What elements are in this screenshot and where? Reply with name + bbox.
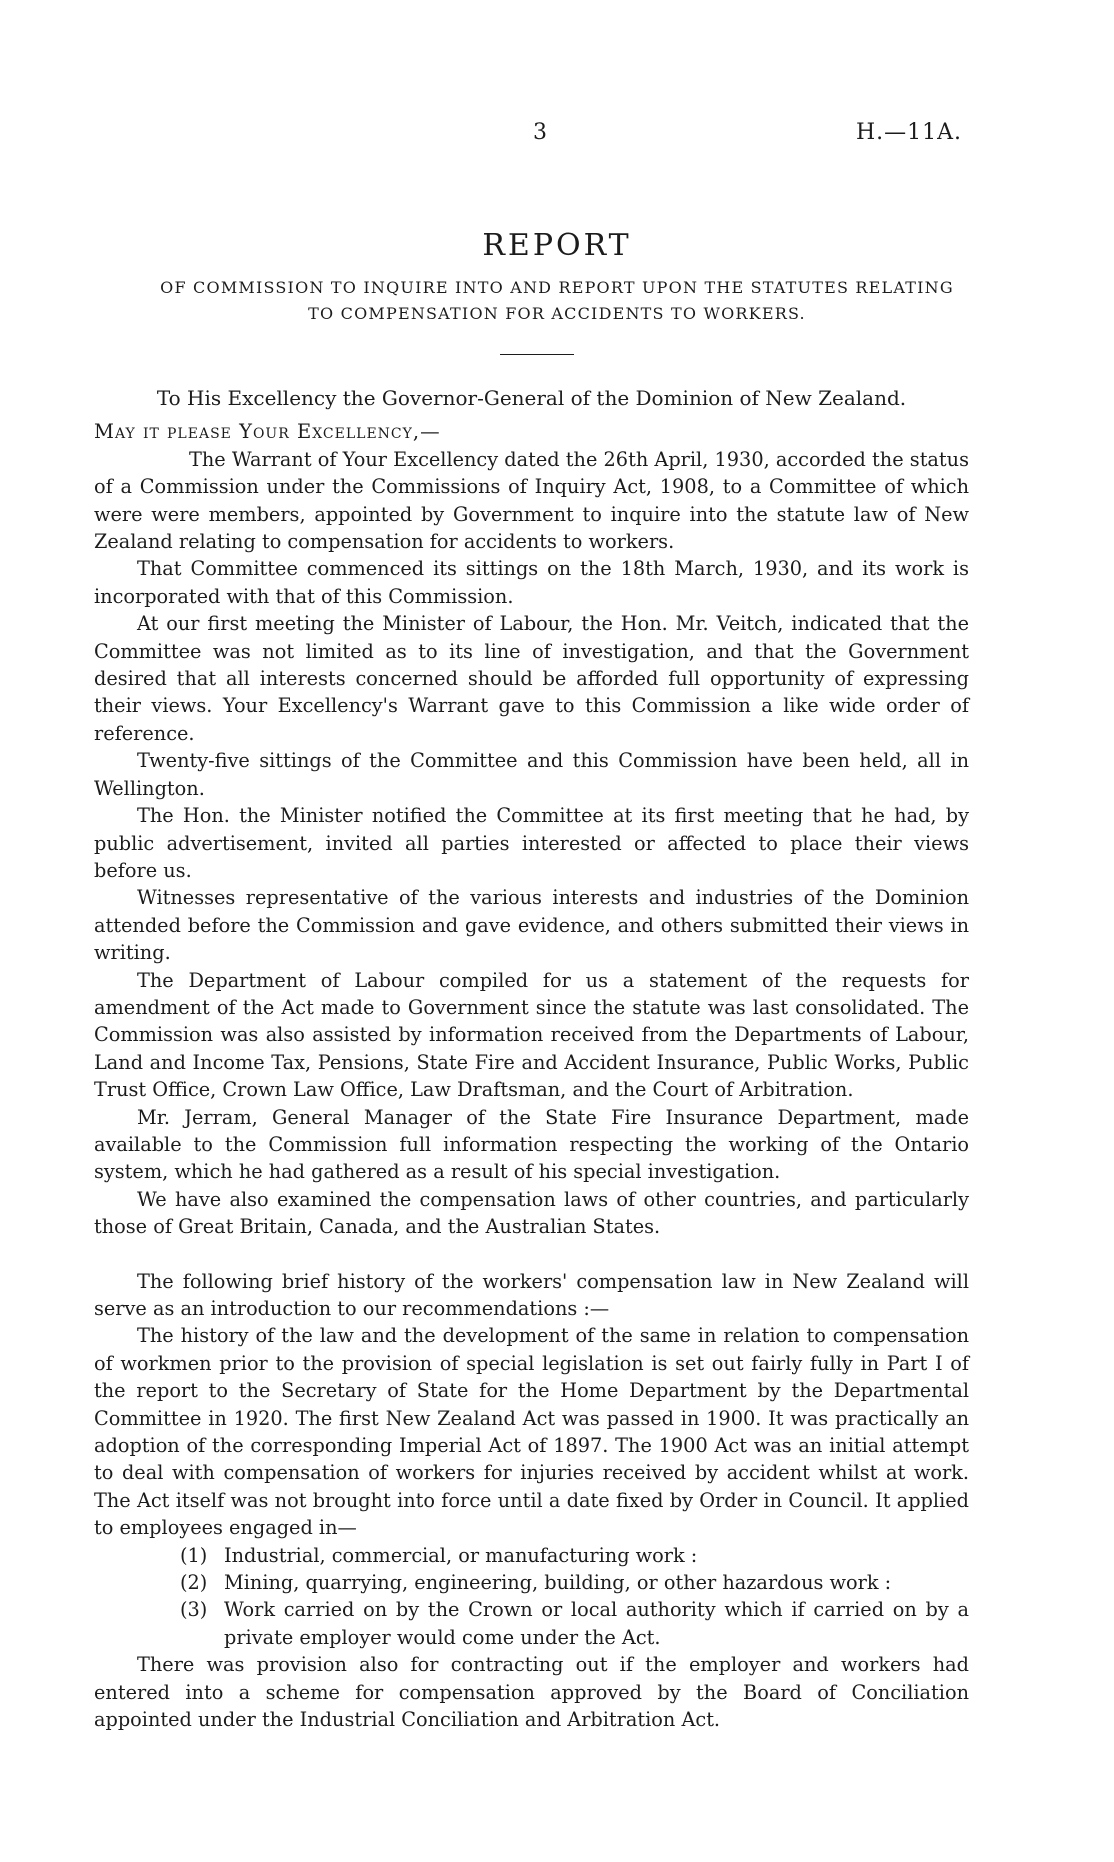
history-paragraph: The history of the law and the development of the same in relation to compensation of workmen prior to the provision of special legislation is set out fairly fully in Part I of the report to the Secretary of State for the Home Department by the Departmental Committee in 1920. The first New Zealand Act was passed in 1900. It was practically an adoption of the corresponding Imperial Act of 1897. The 1900 Act was an initial attempt to deal with compensation of workers for injuries received by accident whilst at work. The Act itself was not brought into force until a date fixed by Order in Council. It applied to employees engaged in— (94, 1324, 969, 1540)
closing-paragraph: There was provision also for contracting out if the employer and workers had entered into a scheme for compensation approved by the Board of Conciliation appointed under the Industrial Conciliation and Arbitration Act. (94, 1653, 969, 1732)
paragraph: That Committee commenced its sittings on the 18th March, 1930, and its work is incorporated with that of this Commission. (94, 557, 969, 608)
subtitle-line: TO COMPENSATION FOR ACCIDENTS TO WORKERS. (308, 304, 806, 323)
paragraph: The Warrant of Your Excellency dated the 26th April, 1930, accorded the status of a Commission under the Commissions of Inquiry Act, 1908, to a Committee of which were were members, appointed by Government to inquire into the statute law of New Zealand relating to compensation for accidents to workers. (94, 447, 969, 554)
history-paragraph: The following brief history of the workers' compensation law in New Zealand will serve as an introduction to our recommendations :— (94, 1269, 969, 1320)
paragraph: At our first meeting the Minister of Labour, the Hon. Mr. Veitch, indicated that the Committee was not limited as to its line of investigation, and that the Government desired that all interests concerned should be afforded full opportunity of expressing their views. Your Excellency's Warrant gave to this Commission a like wide order of reference. (94, 612, 969, 745)
report-body (94, 385, 969, 1734)
paragraph: The Department of Labour compiled for us a statement of the requests for amendment of the Act made to Government since the statute was last consolidated. The Commission was also assisted by information received from the Departments of Labour, Land and Income Tax, Pensions, State Fire and Accident Insurance, Public Works, Public Trust Office, Crown Law Office, Law Draftsman, and the Court of Arbitration. (94, 968, 969, 1102)
list-item-text: Industrial, commercial, or manufacturing work : (224, 1543, 698, 1567)
paragraph: The Hon. the Minister notified the Committee at its first meeting that he had, by public advertisement, invited all parties interested or affected to place their views before us. (94, 804, 969, 882)
section-gap (94, 1241, 969, 1268)
address-line: To His Excellency the Governor-General of the Dominion of New Zealand. (156, 386, 907, 410)
list-item-text: Mining, quarrying, engineering, building, or other hazardous work : (224, 1571, 892, 1595)
list-item (94, 1542, 969, 1569)
list-item-number: (2) (180, 1571, 208, 1595)
list-item-text: Work carried on by the Crown or local authority which if carried on by a private employer would come under the Act. (224, 1598, 969, 1649)
report-title: REPORT (482, 228, 632, 263)
paragraph: Witnesses representative of the various interests and industries of the Dominion attended before the Commission and gave evidence, and others submitted their views in writing. (94, 886, 969, 965)
salutation (94, 418, 969, 445)
paragraph: Twenty-five sittings of the Committee and this Commission have been held, all in Wellington. (94, 749, 969, 800)
list-item (94, 1569, 969, 1596)
list-item (94, 1596, 969, 1651)
salutation-text: May it please Your Excellency,— (94, 420, 441, 444)
paragraph: Mr. Jerram, General Manager of the State Fire Insurance Department, made available to the Commission full information respecting the working of the Ontario system, which he had gathered as a result of his special investigation. (94, 1105, 969, 1184)
page-number: 3 (533, 120, 547, 145)
paragraph: We have also examined the compensation laws of other countries, and particularly those of Great Britain, Canada, and the Australian States. (94, 1187, 969, 1239)
list-item-number: (3) (180, 1598, 208, 1622)
report-subtitle (90, 275, 1024, 327)
title-divider (500, 354, 574, 355)
subtitle-line: OF COMMISSION TO INQUIRE INTO AND REPORT UPON THE STATUTES RELATING (160, 278, 954, 297)
document-reference: H.—11A. (855, 120, 962, 145)
list-item-number: (1) (180, 1543, 208, 1567)
employment-list (94, 1542, 969, 1652)
